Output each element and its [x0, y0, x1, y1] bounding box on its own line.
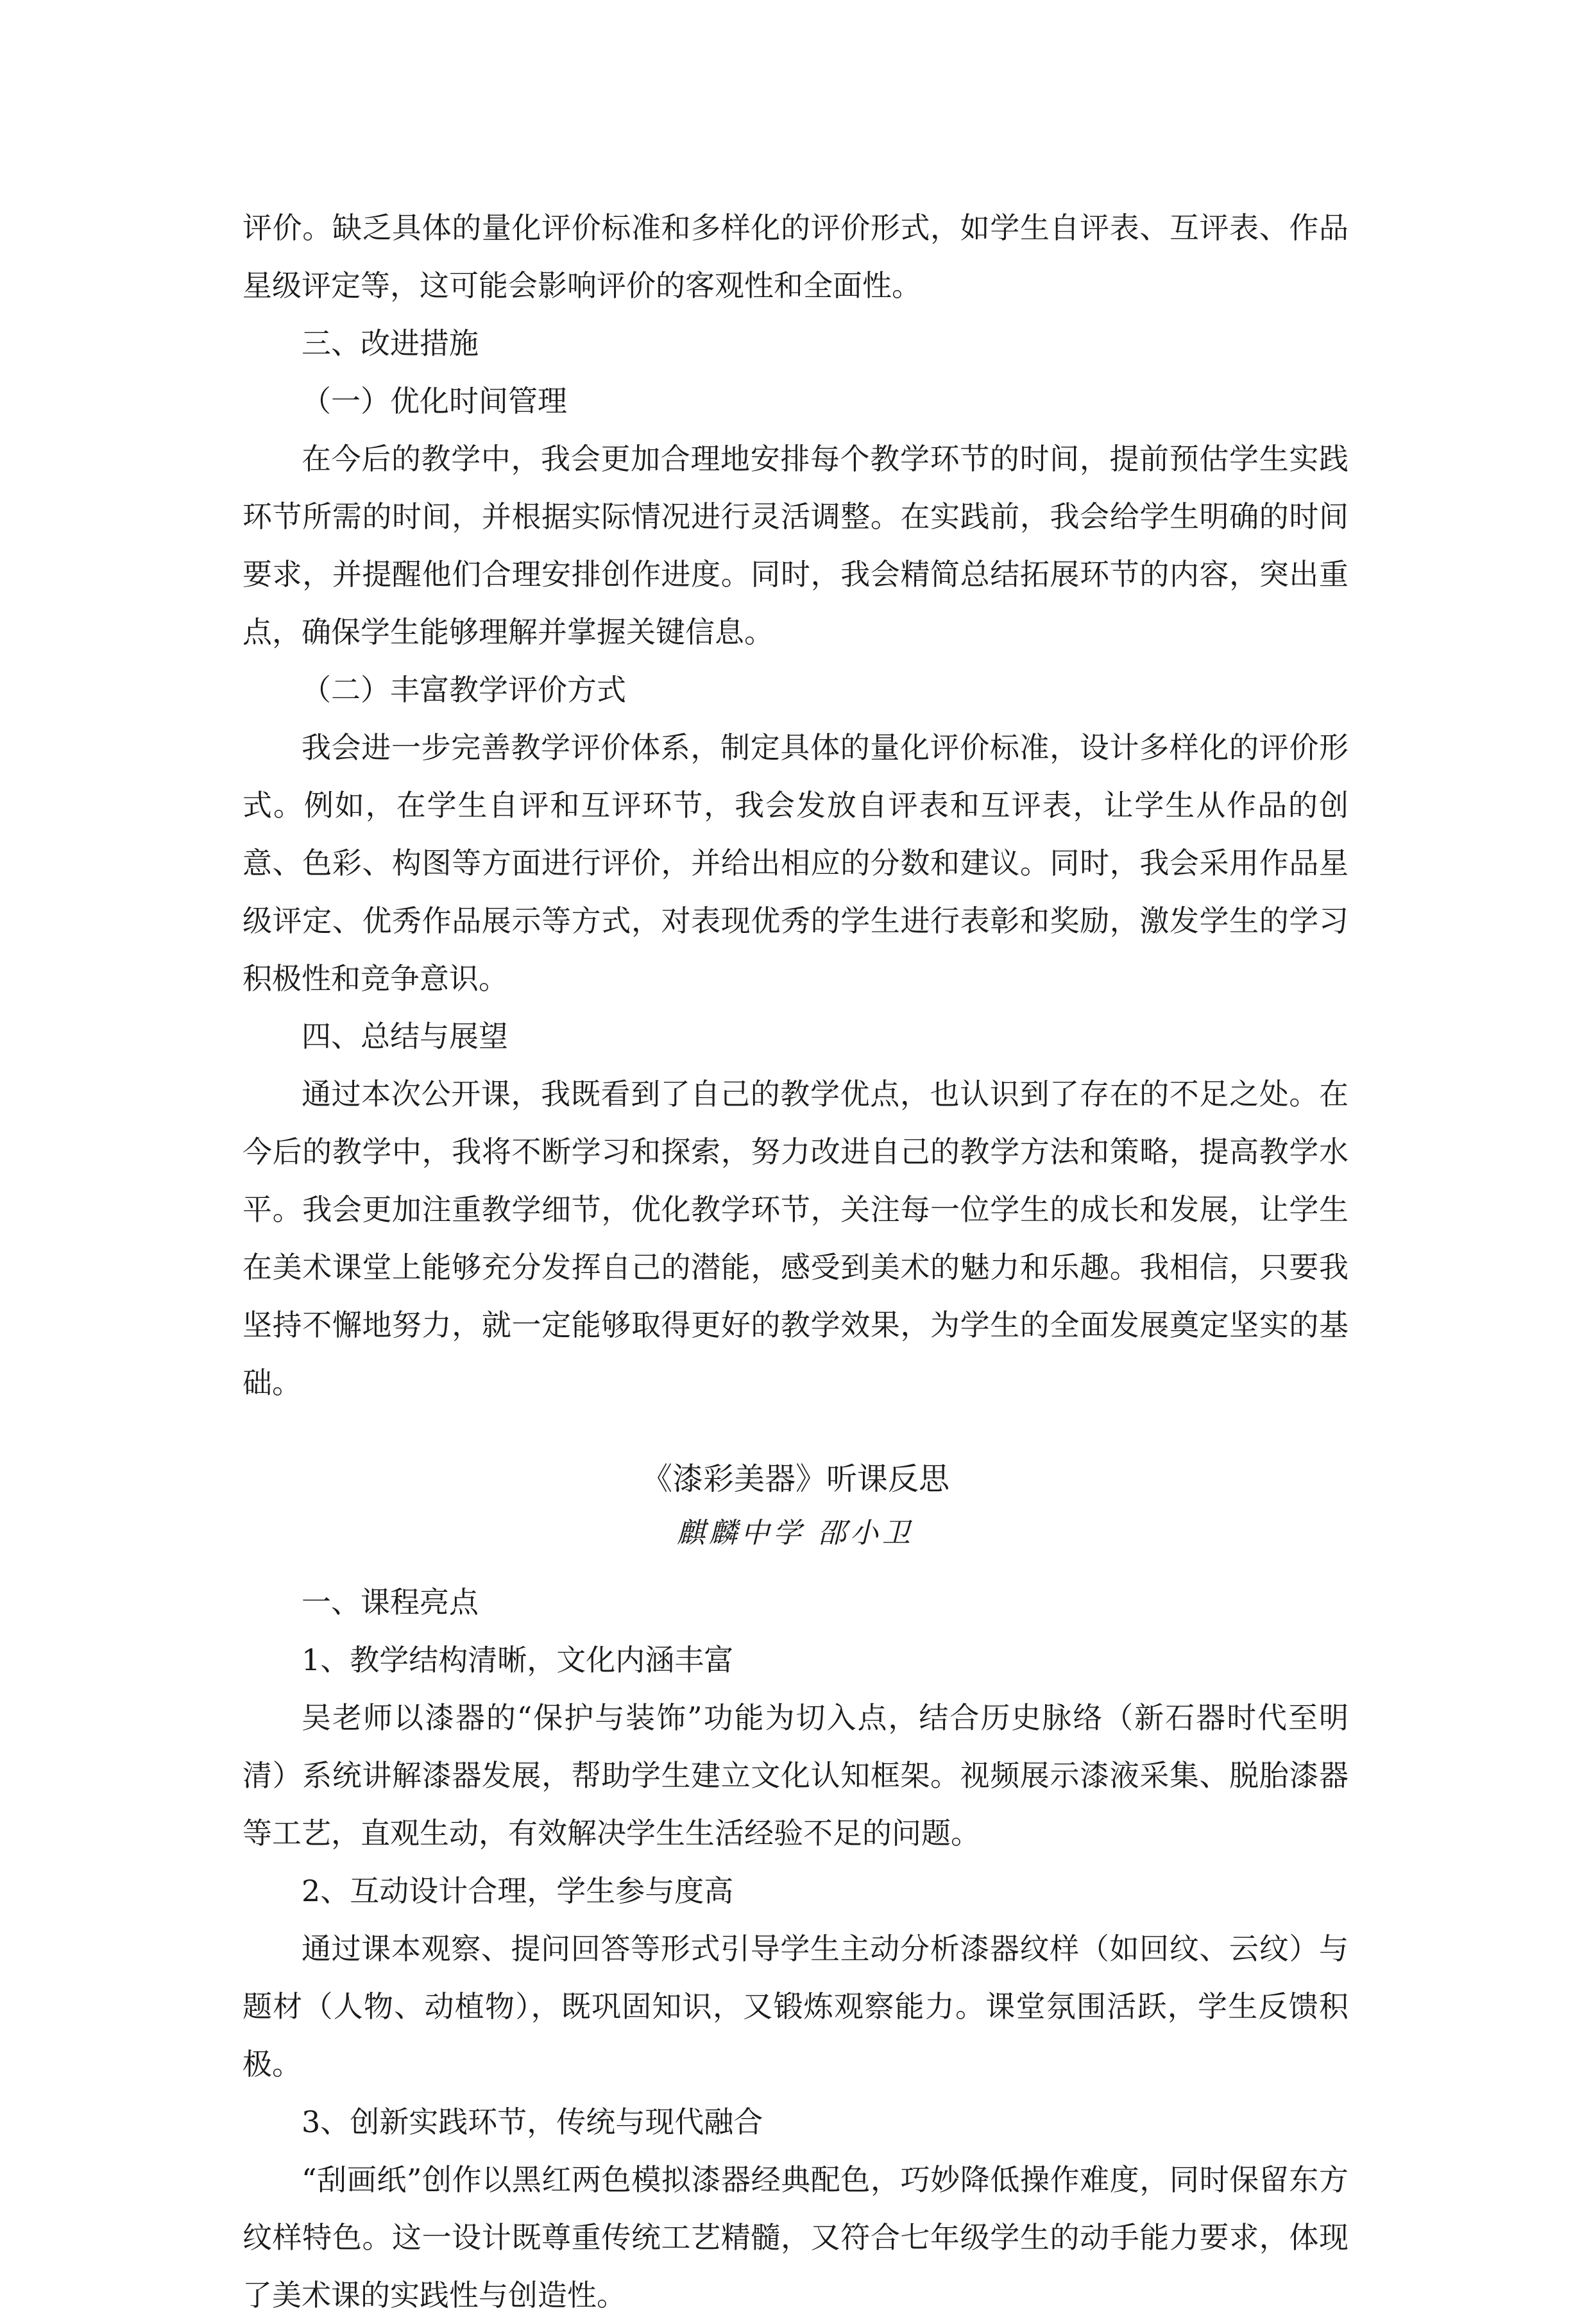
- subheading-evaluation-methods: （二）丰富教学评价方式: [302, 672, 626, 707]
- page-content: [242, 199, 1349, 2324]
- paragraph-evaluation-continued: 评价。缺乏具体的量化评价标准和多样化的评价形式，如学生自评表、互评表、作品星级评定等，这可能会影响评价的客观性和全面性。: [242, 210, 1349, 303]
- subheading-highlight-2: 2、互动设计合理，学生参与度高: [302, 1874, 734, 1908]
- article-author: 麒麟中学 邵小卫: [677, 1517, 914, 1550]
- subheading-highlight-1: 1、教学结构清晰，文化内涵丰富: [302, 1643, 734, 1677]
- paragraph-time-management: 在今后的教学中，我会更加合理地安排每个教学环节的时间，提前预估学生实践环节所需的时间，并根据实际情况进行灵活调整。在实践前，我会给学生明确的时间要求，并提醒他们合理安排创作进度。同时，我会精简总结拓展环节的内容，突出重点，确保学生能够理解并掌握关键信息。: [242, 441, 1349, 649]
- article-title: 《漆彩美器》听课反思: [641, 1461, 949, 1497]
- paragraph-highlight-2: 通过课本观察、提问回答等形式引导学生主动分析漆器纹样（如回纹、云纹）与题材（人物、动植物），既巩固知识，又锻炼观察能力。课堂氛围活跃，学生反馈积极。: [242, 1931, 1349, 2081]
- subheading-time-management: （一）优化时间管理: [302, 384, 567, 418]
- paragraph-evaluation-methods: 我会进一步完善教学评价体系，制定具体的量化评价标准，设计多样化的评价形式。例如，在学生自评和互评环节，我会发放自评表和互评表，让学生从作品的创意、色彩、构图等方面进行评价，并给出相应的分数和建议。同时，我会采用作品星级评定、优秀作品展示等方式，对表现优秀的学生进行表彰和奖励，激发学生的学习积极性和竞争意识。: [242, 730, 1349, 996]
- paragraph-highlight-1: 吴老师以漆器的“保护与装饰”功能为切入点，结合历史脉络（新石器时代至明清）系统讲解漆器发展，帮助学生建立文化认知框架。视频展示漆液采集、脱胎漆器等工艺，直观生动，有效解决学生生活经验不足的问题。: [242, 1700, 1349, 1850]
- paragraph-summary-outlook: 通过本次公开课，我既看到了自己的教学优点，也认识到了存在的不足之处。在今后的教学中，我将不断学习和探索，努力改进自己的教学方法和策略，提高教学水平。我会更加注重教学细节，优化教学环节，关注每一位学生的成长和发展，让学生在美术课堂上能够充分发挥自己的潜能，感受到美术的魅力和乐趣。我相信，只要我坚持不懈地努力，就一定能够取得更好的教学效果，为学生的全面发展奠定坚实的基础。: [242, 1077, 1349, 1400]
- paragraph-highlight-3: “刮画纸”创作以黑红两色模拟漆器经典配色，巧妙降低操作难度，同时保留东方纹样特色。这一设计既尊重传统工艺精髓，又符合七年级学生的动手能力要求，体现了美术课的实践性与创造性。: [242, 2162, 1349, 2312]
- subheading-highlight-3: 3、创新实践环节，传统与现代融合: [302, 2105, 763, 2139]
- heading-improvement-measures: 三、改进措施: [302, 326, 479, 361]
- heading-course-highlights: 一、课程亮点: [302, 1585, 479, 1619]
- heading-summary-outlook: 四、总结与展望: [302, 1019, 508, 1054]
